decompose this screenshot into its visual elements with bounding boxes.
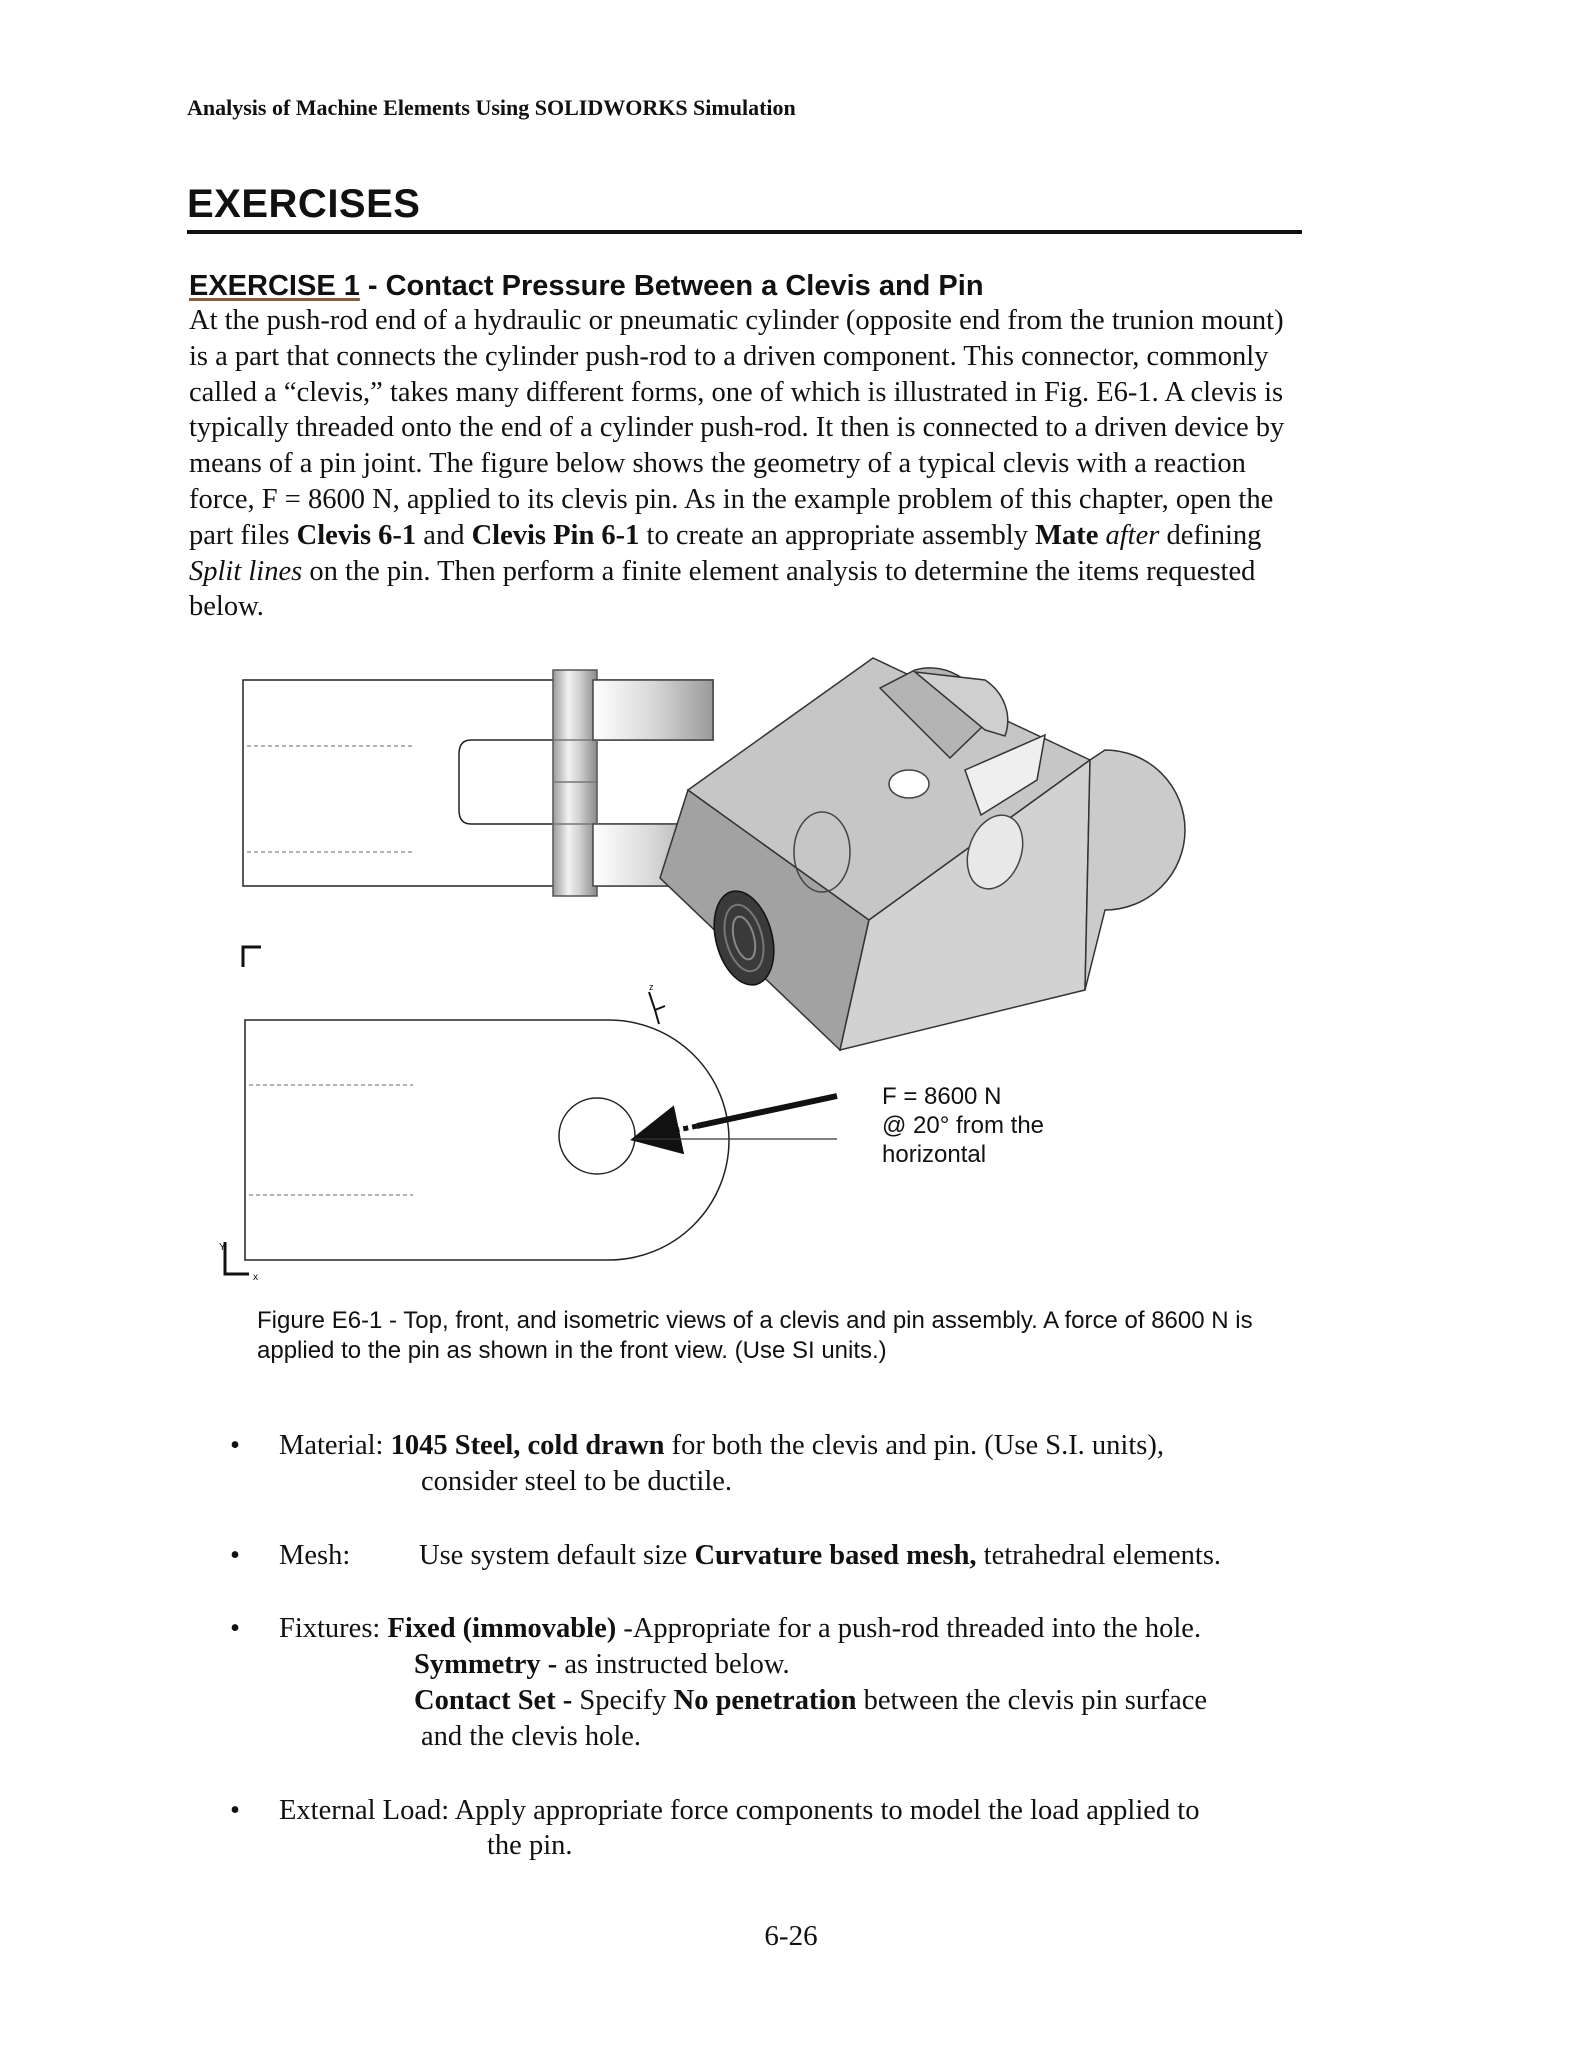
intro-text-4: on the pin. Then perform a finite element analysis to determine the items requested below. bbox=[189, 555, 1256, 623]
page-number: 6-26 bbox=[764, 1920, 818, 1952]
force-annotation bbox=[882, 1082, 1044, 1169]
mesh-text: Use system default size bbox=[419, 1539, 695, 1571]
top-view bbox=[243, 670, 713, 896]
intro-text-2: to create an appropriate assembly bbox=[639, 519, 1036, 551]
list-item-mesh bbox=[230, 1538, 1310, 1574]
no-penetration: No penetration bbox=[673, 1684, 857, 1716]
figure-e6-1 bbox=[219, 640, 1310, 1300]
after-term: after bbox=[1105, 519, 1160, 551]
axis-y-label: Y bbox=[219, 1242, 226, 1253]
bullet-dot: • bbox=[230, 1613, 240, 1645]
material-value: 1045 Steel, cold drawn bbox=[390, 1430, 665, 1461]
material-note: for both the clevis and pin. (Use S.I. units), bbox=[664, 1430, 1164, 1461]
fixture-symmetry-note: as instructed below. bbox=[557, 1649, 790, 1681]
contact-set: Contact Set - bbox=[414, 1684, 573, 1716]
force-reference: horizontal bbox=[882, 1141, 987, 1168]
requirements-list bbox=[230, 1428, 1310, 1902]
isometric-axis-icon bbox=[649, 992, 665, 1024]
external-load-text: Apply appropriate force components to model the load applied to bbox=[454, 1794, 1200, 1826]
intro-space bbox=[1098, 520, 1105, 551]
part-file-clevis-pin: Clevis Pin 6-1 bbox=[471, 519, 640, 551]
exercise-heading bbox=[189, 270, 984, 303]
contact-set-note: Specify bbox=[572, 1684, 674, 1716]
force-angle: @ 20° from the bbox=[882, 1112, 1045, 1139]
top-view-axis-icon bbox=[243, 947, 261, 967]
part-file-clevis: Clevis 6-1 bbox=[296, 519, 417, 551]
fixtures-label: Fixtures: bbox=[279, 1613, 388, 1645]
intro-and: and bbox=[416, 519, 472, 551]
mesh-label: Mesh: bbox=[279, 1539, 351, 1571]
axis-x-label: x bbox=[253, 1272, 258, 1283]
isometric-view bbox=[660, 658, 1185, 1050]
fixtures-continuation: and the clevis hole. bbox=[421, 1720, 642, 1752]
mate-term: Mate bbox=[1035, 519, 1099, 551]
material-label: Material: bbox=[279, 1430, 391, 1461]
clevis-drawing bbox=[219, 640, 1310, 1300]
list-item-material bbox=[230, 1428, 1310, 1500]
fixture-fixed: Fixed (immovable) bbox=[387, 1613, 617, 1645]
figure-caption: Figure E6-1 - Top, front, and isometric views of a clevis and pin assembly. A force of 8600 N is applied to the pin as shown in the front view. (Use SI units.) bbox=[257, 1307, 1253, 1364]
running-header: Analysis of Machine Elements Using SOLIDWORKS Simulation bbox=[187, 95, 796, 120]
bullet-dot: • bbox=[230, 1539, 240, 1571]
mesh-type: Curvature based mesh, bbox=[694, 1539, 977, 1571]
bullet-dot: • bbox=[230, 1794, 240, 1826]
material-continuation: consider steel to be ductile. bbox=[421, 1465, 733, 1497]
external-load-continuation: the pin. bbox=[487, 1830, 573, 1862]
section-title: EXERCISES bbox=[187, 181, 1302, 234]
mesh-elements: tetrahedral elements. bbox=[976, 1539, 1222, 1571]
fixture-symmetry: Symmetry - bbox=[414, 1649, 558, 1681]
fixture-fixed-note: -Appropriate for a push-rod threaded into the hole. bbox=[616, 1613, 1202, 1645]
contact-set-target: between the clevis pin surface bbox=[856, 1684, 1208, 1716]
force-magnitude: F = 8600 N bbox=[882, 1083, 1002, 1110]
iso-axis-label: z bbox=[649, 982, 654, 992]
intro-paragraph bbox=[189, 303, 1304, 625]
bullet-dot: • bbox=[230, 1430, 240, 1461]
split-lines-term: Split lines bbox=[189, 555, 303, 587]
list-item-external-load bbox=[230, 1793, 1310, 1865]
intro-text-1: At the push-rod end of a hydraulic or pneumatic cylinder (opposite end from the trunion mount) is a part that connects the cylinder push-rod to a driven component. This connector, commonly called a “clevis,” takes many different forms, one of which is illustrated in Fig. E6-1. A clevis is typically threaded onto the end of a cylinder push-rod. It then is connected to a driven device by means of a pin joint. The figure below shows the geometry of a typical clevis with a reaction force, F = 8600 N, applied to its clevis pin. As in the example problem of this chapter, open the part files bbox=[189, 305, 1285, 551]
exercise-title: - Contact Pressure Between a Clevis and Pin bbox=[359, 270, 984, 302]
external-load-label: External Load: bbox=[279, 1794, 455, 1826]
front-view bbox=[245, 1020, 729, 1260]
exercise-label: EXERCISE 1 bbox=[189, 270, 360, 302]
list-item-fixtures bbox=[230, 1611, 1310, 1754]
intro-text-3: defining bbox=[1159, 519, 1262, 551]
